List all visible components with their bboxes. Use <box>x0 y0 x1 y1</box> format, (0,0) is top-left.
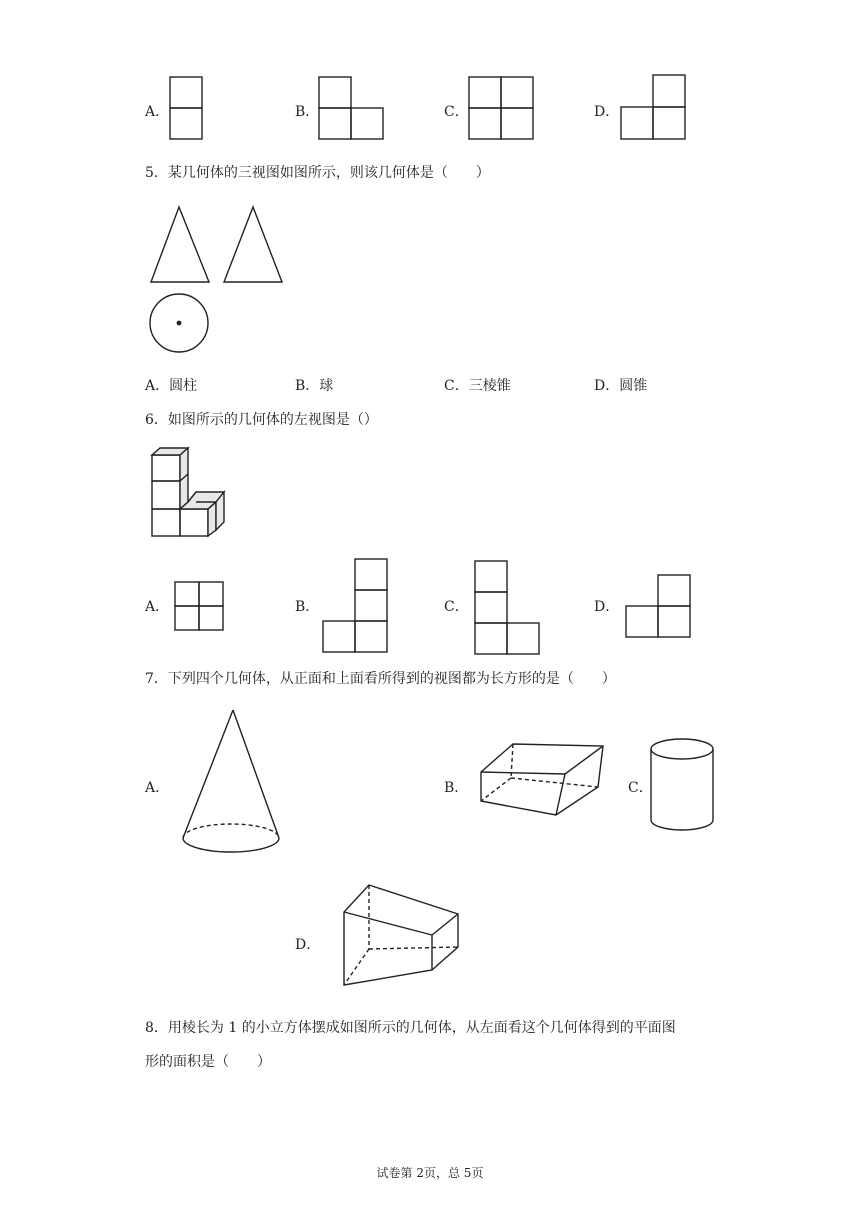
q7-option-b-box-figure <box>479 742 609 820</box>
q7-option-c-cylinder-figure <box>649 737 717 833</box>
q6-cube-stack-figure <box>151 446 227 538</box>
q5-option-b: B．球 <box>295 378 334 394</box>
q6-option-d-label: D． <box>594 599 620 615</box>
q4-option-c-label: C． <box>444 104 469 120</box>
q7-option-a-cone-figure <box>180 708 284 856</box>
q6-option-c-label: C． <box>444 599 469 615</box>
page-footer: 试卷第 2页，总 5页 <box>376 1166 484 1180</box>
q8-question-line-2: 形的面积是（ ） <box>145 1054 271 1070</box>
q6-option-b-label: B． <box>295 599 320 615</box>
q4-option-d-figure <box>620 74 688 142</box>
q4-option-a-label: A． <box>145 104 170 120</box>
q7-option-a-label: A． <box>145 780 170 796</box>
q6-option-a-figure <box>174 581 226 633</box>
q6-option-a-label: A． <box>145 599 170 615</box>
q5-option-c: C．三棱锥 <box>444 378 511 394</box>
q7-question: 7．下列四个几何体，从正面和上面看所得到的视图都为长方形的是（ ） <box>145 671 616 687</box>
q6-question: 6．如图所示的几何体的左视图是（） <box>145 412 378 428</box>
q5-three-views-figure <box>148 205 288 357</box>
q5-option-d: D．圆锥 <box>594 378 648 394</box>
q4-option-b-label: B． <box>295 104 320 120</box>
q5-option-a: A．圆柱 <box>145 378 198 394</box>
q5-question: 5．某几何体的三视图如图所示，则该几何体是（ ） <box>145 165 490 181</box>
q4-option-c-figure <box>468 76 536 142</box>
q4-option-b-figure <box>318 76 386 142</box>
q7-option-d-label: D． <box>295 937 321 953</box>
q6-option-c-figure <box>474 560 542 656</box>
q7-option-d-prism-figure <box>341 882 463 988</box>
q6-option-d-figure <box>625 574 693 640</box>
q8-question-line-1: 8．用棱长为 1 的小立方体摆成如图所示的几何体，从左面看这个几何体得到的平面图 <box>145 1020 676 1036</box>
q7-option-b-label: B． <box>444 780 469 796</box>
q4-option-d-label: D． <box>594 104 620 120</box>
q4-option-a-figure <box>169 76 205 142</box>
q6-option-b-figure <box>322 558 390 656</box>
q7-option-c-label: C． <box>628 780 653 796</box>
